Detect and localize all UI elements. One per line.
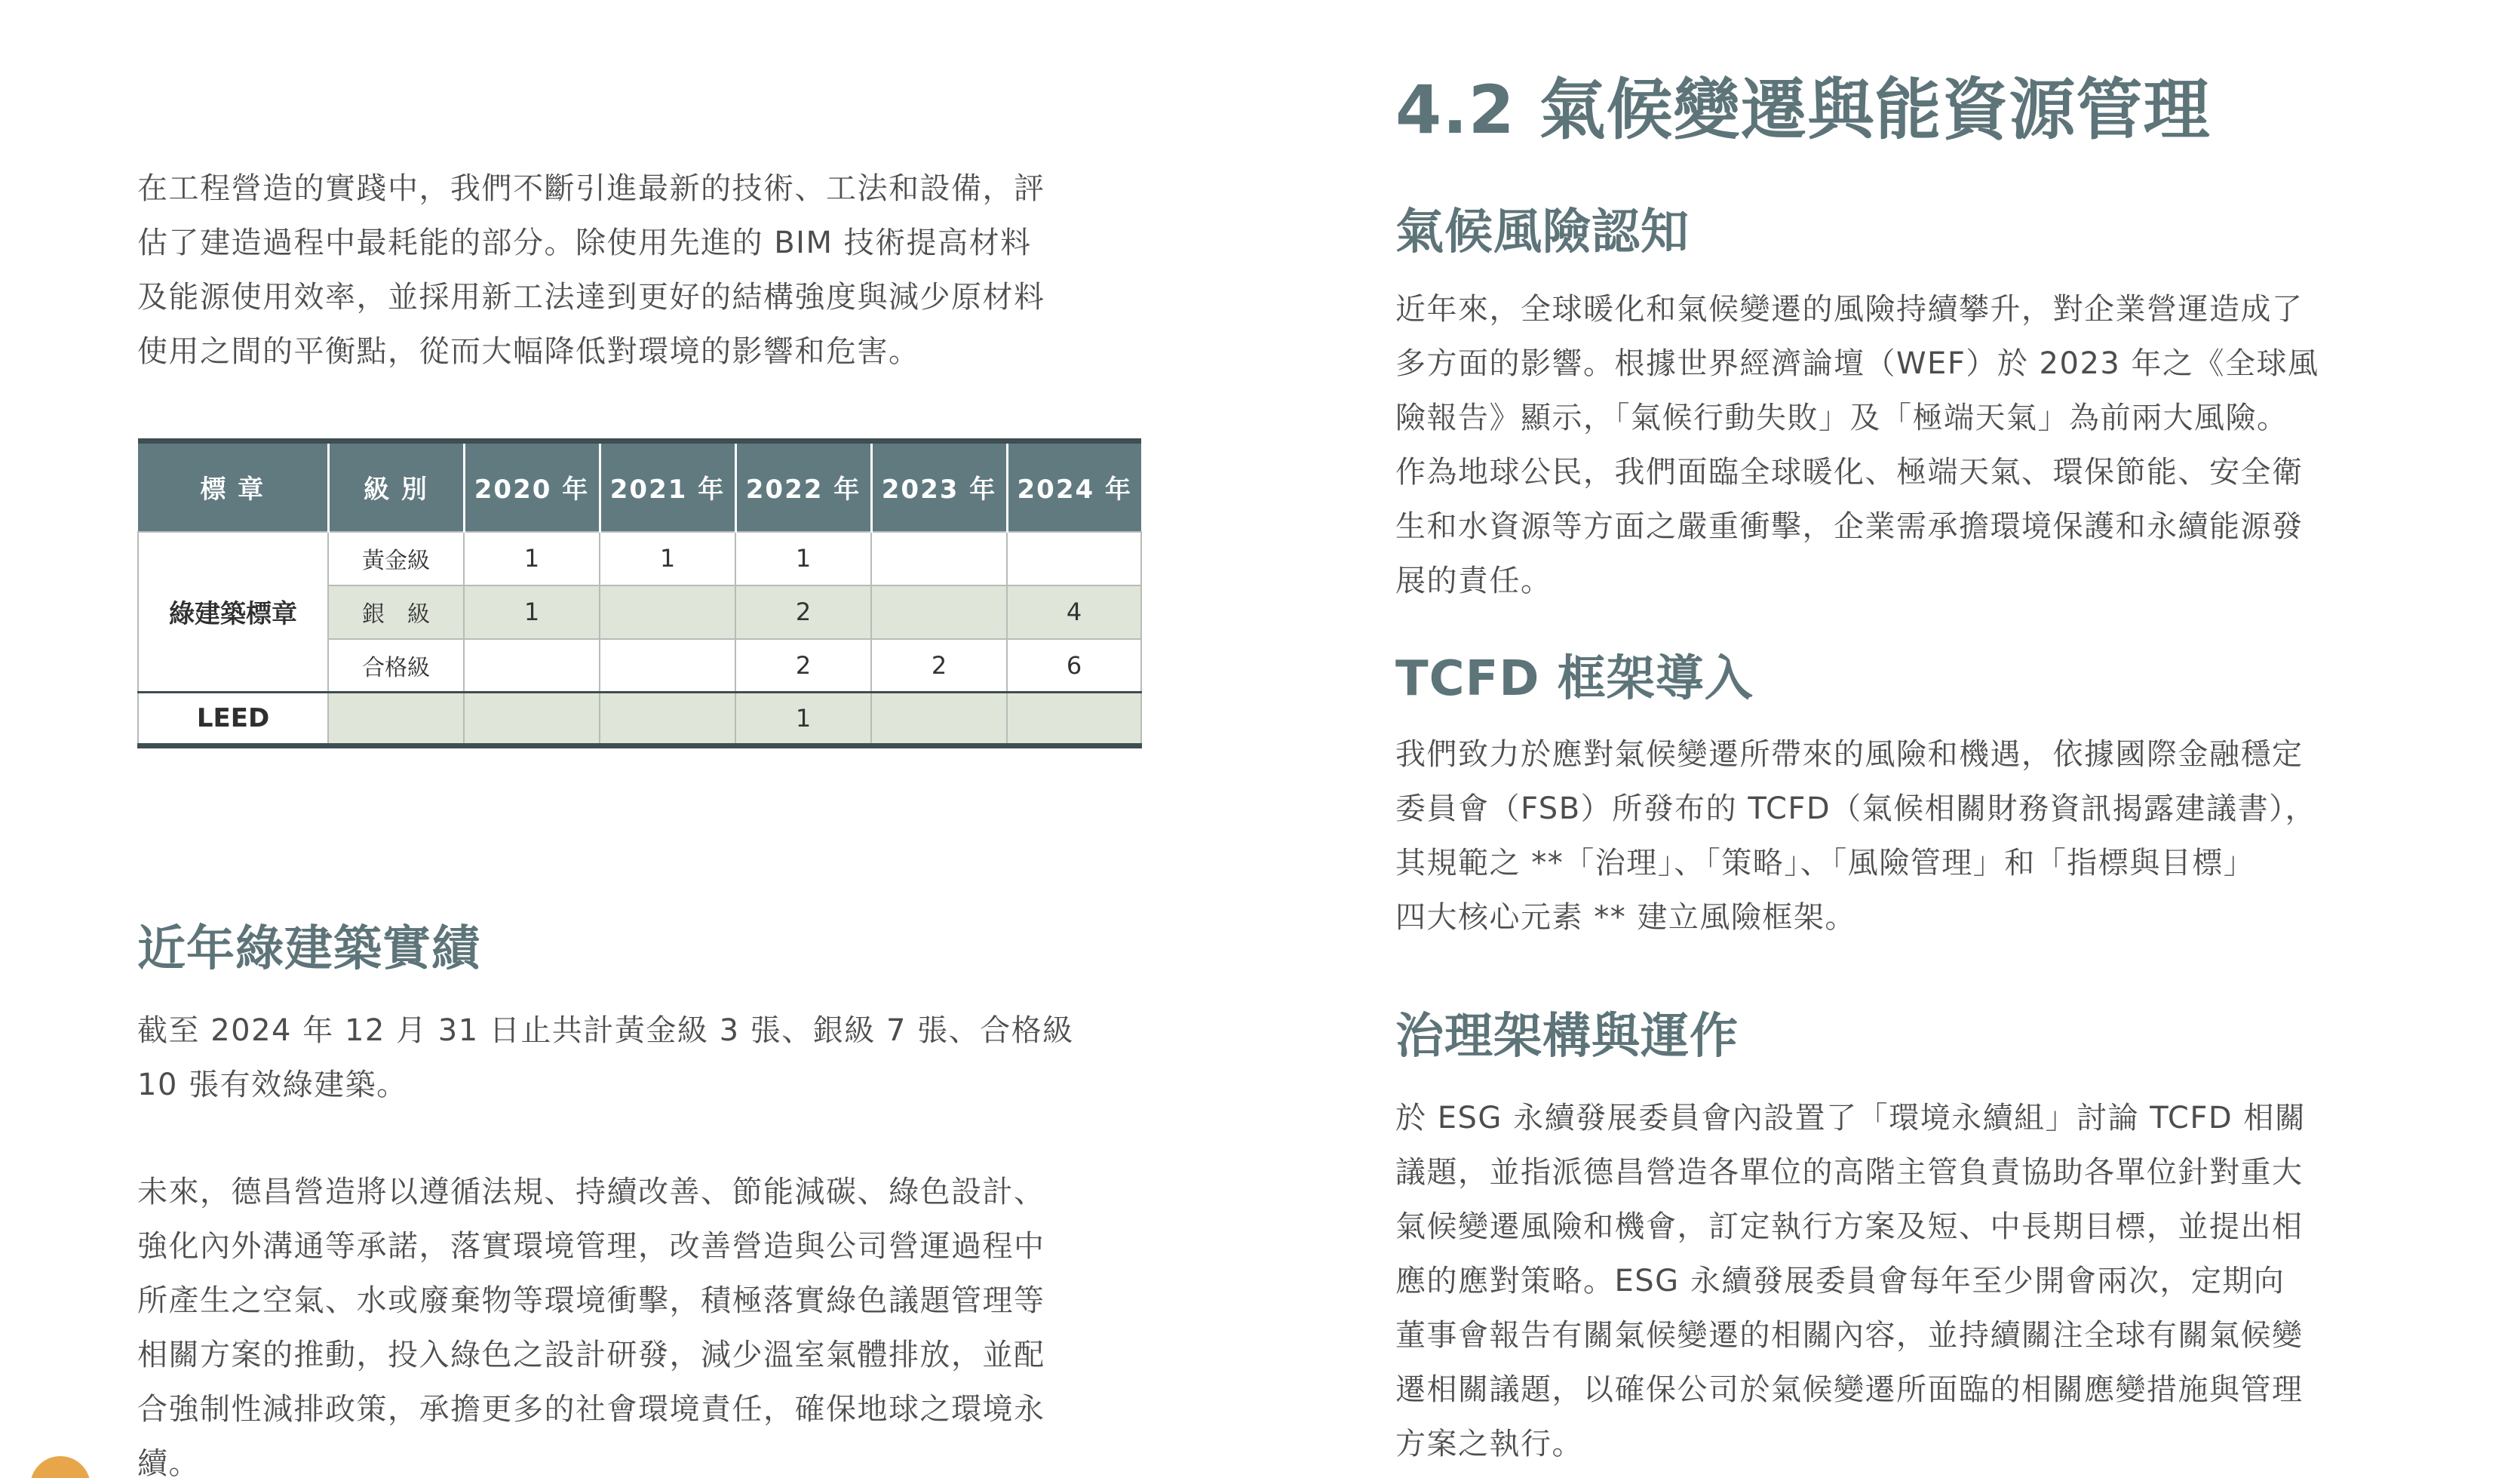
value-cell [871, 585, 1007, 639]
future-line: 合強制性減排政策，承擔更多的社會環境責任，確保地球之環境永 [137, 1392, 1045, 1427]
value-cell [871, 693, 1007, 746]
paragraph-line: 其規範之 **「治理」、「策略」、「風險管理」和「指標與目標」 [1395, 846, 2255, 880]
section-heading: 近年綠建築實績 [137, 921, 480, 977]
paragraph-line: 險報告》顯示，「氣候行動失敗」及「極端天氣」為前兩大風險。 [1395, 401, 2288, 435]
intro-line: 及能源使用效率，並採用新工法達到更好的結構強度與減少原材料 [137, 280, 1045, 315]
future-line: 續。 [137, 1446, 200, 1478]
value-cell [1007, 532, 1141, 585]
green-building-table [137, 438, 1140, 748]
paragraph-line: 多方面的影響。根據世界經濟論壇（WEF）於 2023 年之《全球風 [1395, 346, 2319, 381]
header-level: 級 別 [328, 441, 464, 532]
header-2020: 2020 年 [464, 441, 600, 532]
record-line: 10 張有效綠建築。 [137, 1068, 408, 1102]
future-line: 所產生之空氣、水或廢棄物等環境衝擊，積極落實綠色議題管理等 [137, 1283, 1045, 1318]
value-cell [600, 693, 735, 746]
future-line: 相關方案的推動，投入綠色之設計研發，減少溫室氣體排放，並配 [137, 1338, 1045, 1372]
paragraph-line: 董事會報告有關氣候變遷的相關內容，並持續關注全球有關氣候變 [1395, 1318, 2304, 1353]
value-cell: 1 [735, 532, 871, 585]
intro-line: 使用之間的平衡點，從而大幅降低對環境的影響和危害。 [137, 334, 920, 369]
paragraph-line: 遷相關議題，以確保公司於氣候變遷所面臨的相關應變措施與管理 [1395, 1372, 2304, 1407]
tcfd-paragraph [1395, 727, 2406, 945]
level-cell: 黃金級 [328, 532, 464, 585]
future-line: 強化內外溝通等承諾，落實環境管理，改善營造與公司營運過程中 [137, 1229, 1045, 1264]
section-heading-climate-risk: 氣候風險認知 [1395, 204, 1690, 260]
value-cell [464, 639, 600, 693]
paragraph-line: 展的責任。 [1395, 564, 1552, 598]
intro-line: 估了建造過程中最耗能的部分。除使用先進的 BIM 技術提高材料 [137, 226, 1032, 260]
value-cell: 2 [735, 585, 871, 639]
value-cell [871, 532, 1007, 585]
paragraph-line: 近年來，全球暖化和氣候變遷的風險持續攀升，對企業營運造成了 [1395, 292, 2304, 327]
page-marker-dot [30, 1456, 91, 1478]
leed-label: LEED [138, 693, 328, 746]
value-cell [1007, 693, 1141, 746]
group-label: 綠建築標章 [138, 532, 328, 693]
future-line: 未來，德昌營造將以遵循法規、持續改善、節能減碳、綠色設計、 [137, 1175, 1045, 1209]
header-2022: 2022 年 [735, 441, 871, 532]
paragraph-line: 委員會（FSB）所發布的 TCFD（氣候相關財務資訊揭露建議書）， [1395, 791, 2317, 826]
intro-line: 在工程營造的實踐中，我們不斷引進最新的技術、工法和設備，評 [137, 171, 1045, 206]
value-cell: 1 [464, 585, 600, 639]
value-cell: 2 [871, 639, 1007, 693]
level-cell: 合格級 [328, 639, 464, 693]
paragraph-line: 四大核心元素 ** 建立風險框架。 [1395, 900, 1856, 935]
future-paragraph [137, 1165, 1140, 1478]
section-heading-tcfd: TCFD 框架導入 [1395, 651, 1754, 707]
value-cell: 6 [1007, 639, 1141, 693]
paragraph-line: 於 ESG 永續發展委員會內設置了「環境永續組」討論 TCFD 相關 [1395, 1101, 2307, 1135]
paragraph-line: 應的應對策略。ESG 永續發展委員會每年至少開會兩次，定期向 [1395, 1264, 2285, 1298]
value-cell [600, 585, 735, 639]
paragraph-line: 議題，並指派德昌營造各單位的高階主管負責協助各單位針對重大 [1395, 1155, 2304, 1190]
paragraph-line: 作為地球公民，我們面臨全球暖化、極端天氣、環保節能、安全衛 [1395, 455, 2304, 490]
value-cell: 2 [735, 639, 871, 693]
paragraph-line: 氣候變遷風險和機會，訂定執行方案及短、中長期目標，並提出相 [1395, 1209, 2304, 1244]
table-row [138, 532, 1141, 585]
page-title: 4.2 氣候變遷與能資源管理 [1395, 71, 2211, 149]
header-2021: 2021 年 [600, 441, 735, 532]
table-row-leed [138, 693, 1141, 746]
table-header-row [138, 441, 1141, 532]
value-cell [464, 693, 600, 746]
value-cell: 1 [600, 532, 735, 585]
paragraph-line: 生和水資源等方面之嚴重衝擊，企業需承擔環境保護和永續能源發 [1395, 509, 2304, 544]
header-label: 標 章 [138, 441, 328, 532]
level-cell: 銀 級 [328, 585, 464, 639]
value-cell: 1 [735, 693, 871, 746]
intro-paragraph [137, 161, 1140, 379]
record-paragraph [137, 1003, 1140, 1112]
header-2023: 2023 年 [871, 441, 1007, 532]
value-cell: 4 [1007, 585, 1141, 639]
record-line: 截至 2024 年 12 月 31 日止共計黃金級 3 張、銀級 7 張、合格級 [137, 1013, 1074, 1048]
header-2024: 2024 年 [1007, 441, 1141, 532]
value-cell: 1 [464, 532, 600, 585]
value-cell [600, 639, 735, 693]
section-heading-governance: 治理架構與運作 [1395, 1009, 1739, 1065]
climate-risk-paragraph [1395, 282, 2406, 608]
value-cell [328, 693, 464, 746]
paragraph-line: 方案之執行。 [1395, 1427, 1583, 1461]
paragraph-line: 我們致力於應對氣候變遷所帶來的風險和機遇，依據國際金融穩定 [1395, 737, 2304, 772]
governance-paragraph [1395, 1091, 2406, 1471]
